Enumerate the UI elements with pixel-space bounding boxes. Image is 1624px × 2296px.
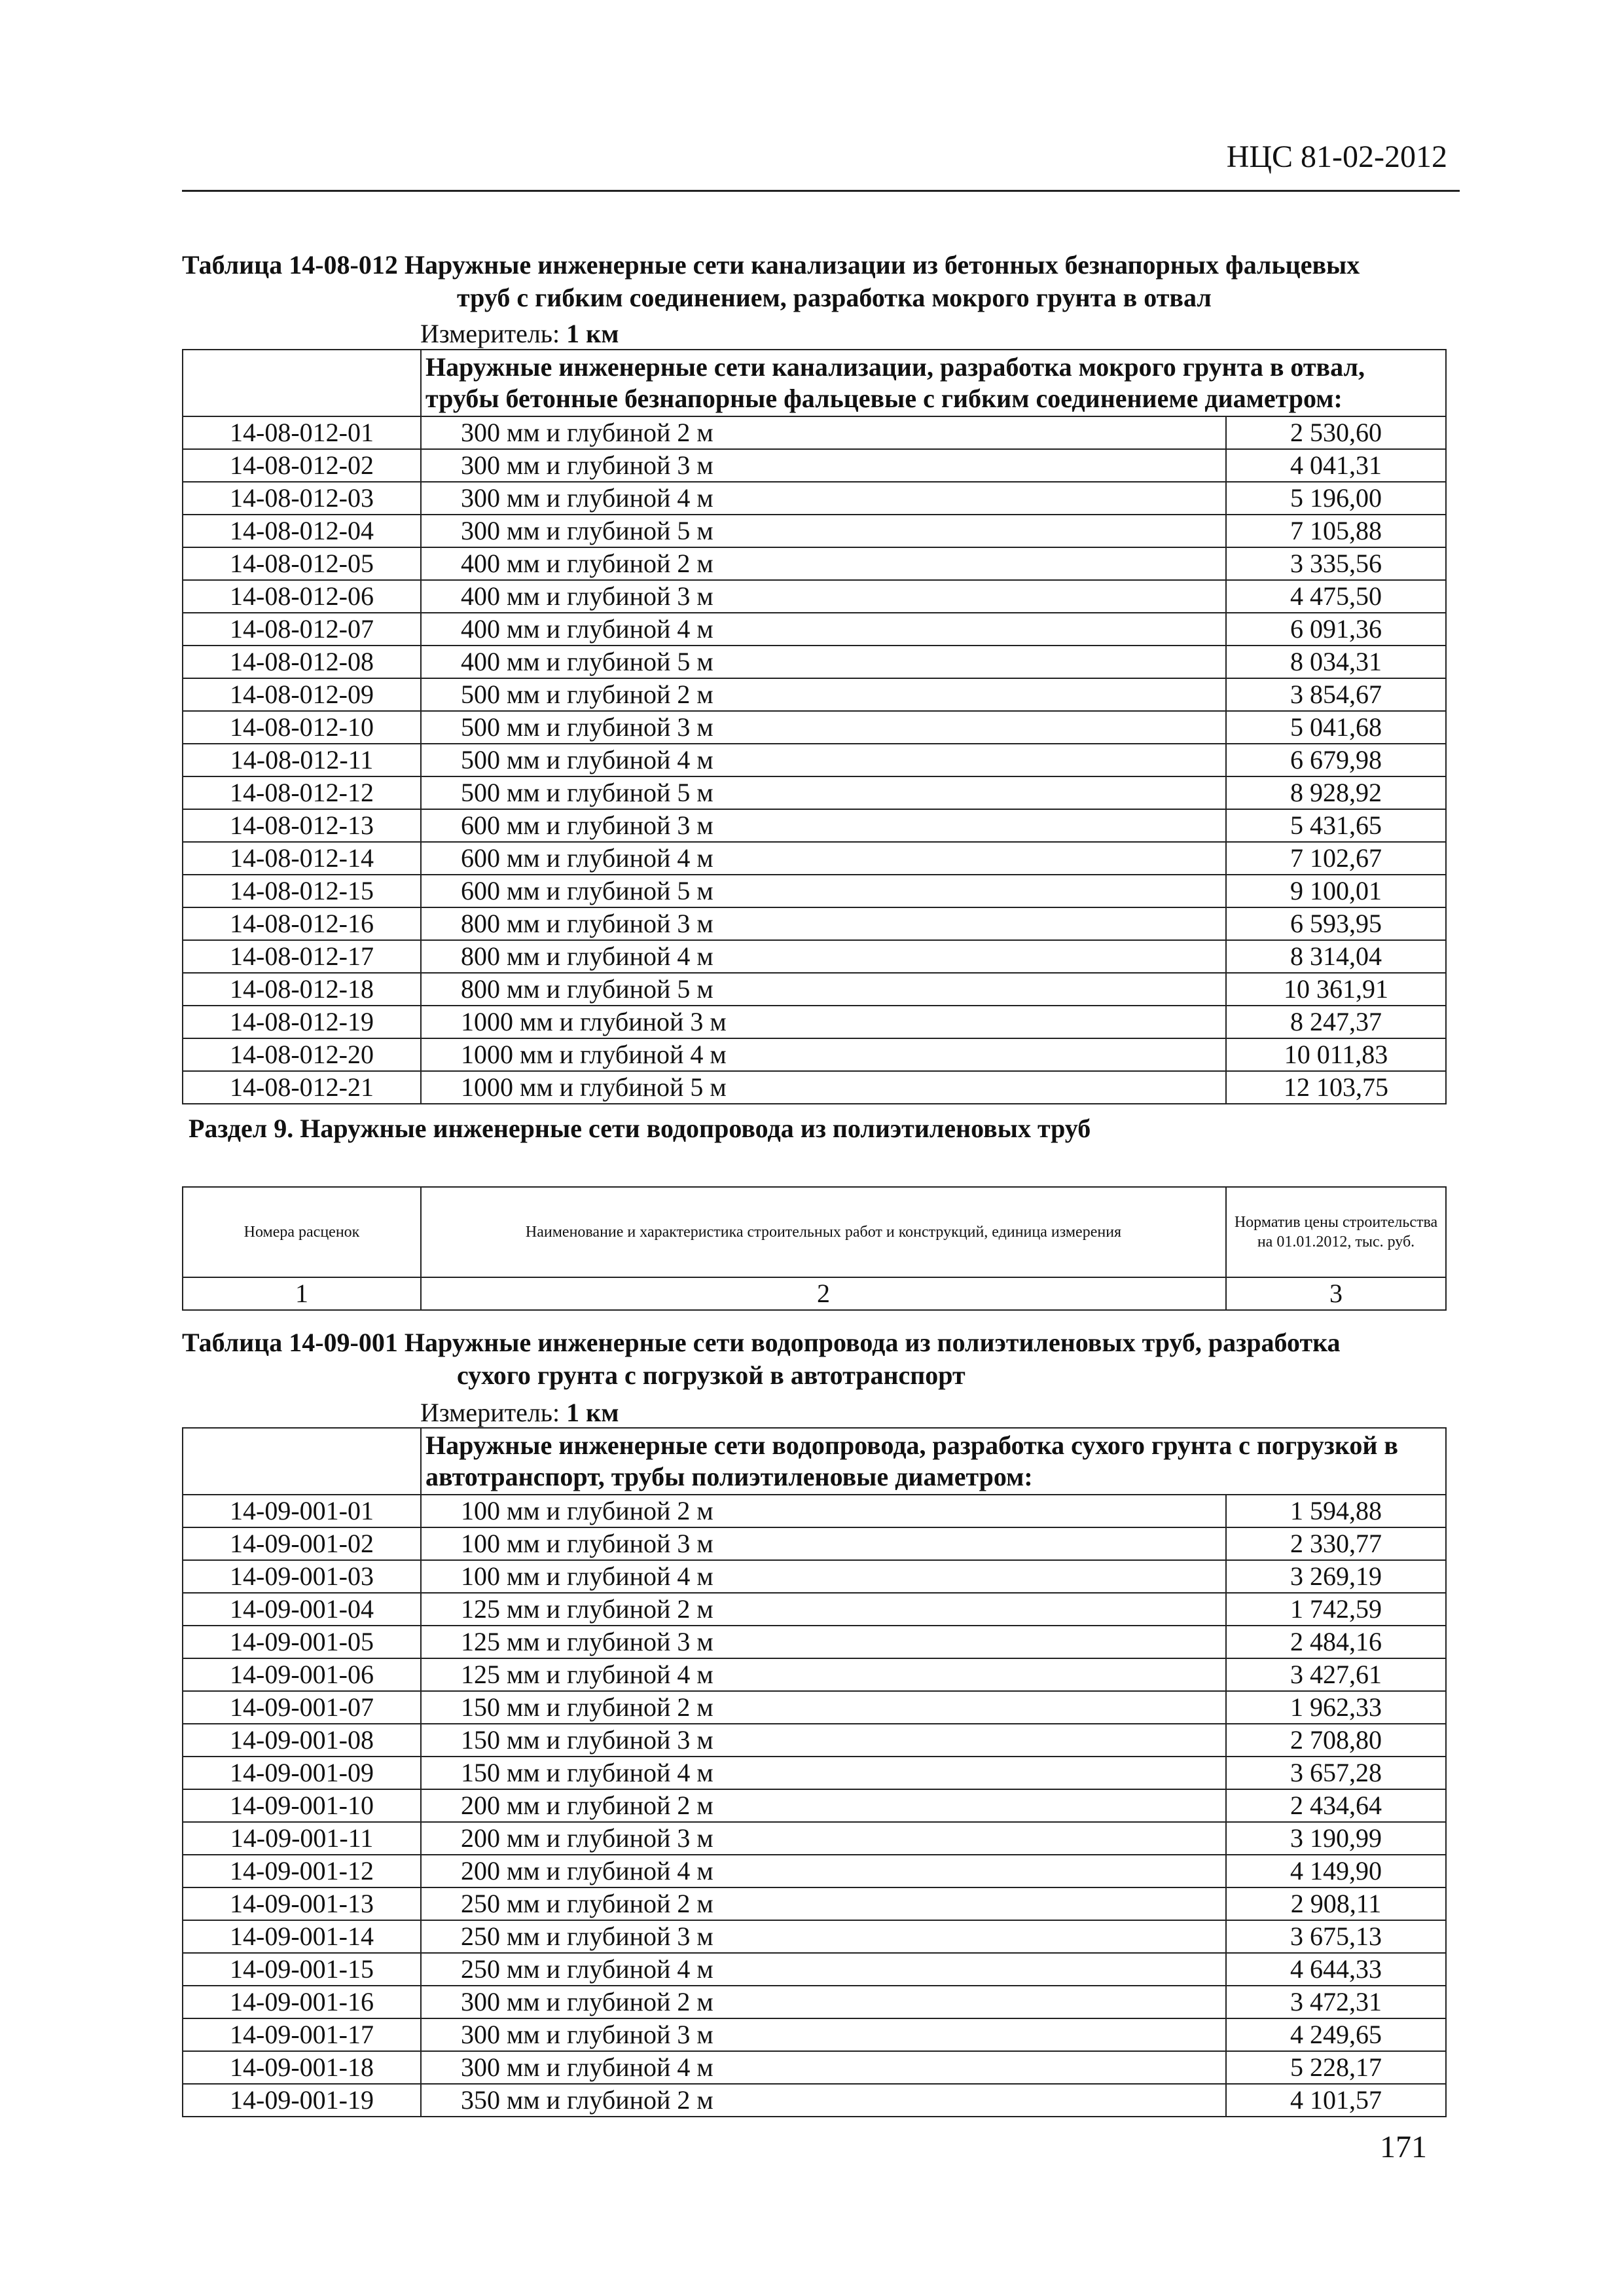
row-description: 400 мм и глубиной 5 м <box>421 646 1226 678</box>
row-description: 600 мм и глубиной 4 м <box>421 842 1226 875</box>
table-row <box>183 646 1446 678</box>
row-description: 150 мм и глубиной 4 м <box>421 1757 1226 1789</box>
row-price: 4 041,31 <box>1226 449 1446 482</box>
page-number: 171 <box>1380 2130 1427 2164</box>
row-description: 300 мм и глубиной 4 м <box>421 482 1226 515</box>
table1-unit-value: 1 км <box>566 319 619 348</box>
row-description: 250 мм и глубиной 2 м <box>421 1887 1226 1920</box>
table-row <box>183 1953 1446 1986</box>
row-code: 14-08-012-10 <box>183 711 421 744</box>
table-row <box>183 1822 1446 1855</box>
table-row <box>183 1527 1446 1560</box>
row-price: 1 962,33 <box>1226 1691 1446 1724</box>
table1-body <box>183 350 1446 1104</box>
column-header-codes: Номера расценок <box>183 1187 421 1277</box>
row-price: 3 190,99 <box>1226 1822 1446 1855</box>
row-description: 125 мм и глубиной 4 м <box>421 1658 1226 1691</box>
table1-title-line1: Таблица 14-08-012 Наружные инженерные сети канализации из бетонных безнапорных фальцевых <box>182 250 1360 280</box>
row-price: 2 484,16 <box>1226 1626 1446 1658</box>
row-description: 200 мм и глубиной 3 м <box>421 1822 1226 1855</box>
row-code: 14-09-001-02 <box>183 1527 421 1560</box>
row-description: 500 мм и глубиной 2 м <box>421 678 1226 711</box>
table-row <box>183 1038 1446 1071</box>
row-code: 14-08-012-14 <box>183 842 421 875</box>
table2 <box>182 1427 1447 2117</box>
row-description: 125 мм и глубиной 3 м <box>421 1626 1226 1658</box>
table-row <box>183 2051 1446 2084</box>
row-code: 14-08-012-15 <box>183 875 421 907</box>
table-row <box>183 809 1446 842</box>
table2-body <box>183 1428 1446 2117</box>
row-code: 14-09-001-11 <box>183 1822 421 1855</box>
table-row <box>183 1855 1446 1887</box>
row-price: 3 269,19 <box>1226 1560 1446 1593</box>
row-price: 10 361,91 <box>1226 973 1446 1006</box>
row-code: 14-09-001-18 <box>183 2051 421 2084</box>
row-code: 14-08-012-07 <box>183 613 421 646</box>
row-description: 800 мм и глубиной 3 м <box>421 907 1226 940</box>
row-price: 7 105,88 <box>1226 515 1446 547</box>
table1-unit <box>420 318 619 350</box>
row-description: 1000 мм и глубиной 4 м <box>421 1038 1226 1071</box>
column-header-row <box>183 1187 1446 1277</box>
row-code: 14-08-012-02 <box>183 449 421 482</box>
row-code: 14-08-012-20 <box>183 1038 421 1071</box>
row-code: 14-08-012-09 <box>183 678 421 711</box>
table-row <box>183 907 1446 940</box>
row-code: 14-08-012-18 <box>183 973 421 1006</box>
document-code: НЦС 81-02-2012 <box>1226 139 1447 174</box>
table-row <box>183 1626 1446 1658</box>
table2-title <box>182 1326 1460 1392</box>
table-row <box>183 842 1446 875</box>
table2-header-row <box>183 1428 1446 1495</box>
row-description: 1000 мм и глубиной 3 м <box>421 1006 1226 1038</box>
table-row <box>183 1593 1446 1626</box>
table-row <box>183 2018 1446 2051</box>
table1-title <box>182 249 1460 314</box>
table-row <box>183 711 1446 744</box>
column-number-row <box>183 1277 1446 1310</box>
table1-unit-label: Измеритель: <box>420 319 560 348</box>
row-code: 14-09-001-15 <box>183 1953 421 1986</box>
row-description: 600 мм и глубиной 5 м <box>421 875 1226 907</box>
table2-header-empty <box>183 1428 421 1495</box>
row-price: 5 228,17 <box>1226 2051 1446 2084</box>
row-code: 14-09-001-07 <box>183 1691 421 1724</box>
table-row <box>183 744 1446 776</box>
row-description: 600 мм и глубиной 3 м <box>421 809 1226 842</box>
row-description: 400 мм и глубиной 4 м <box>421 613 1226 646</box>
row-code: 14-08-012-17 <box>183 940 421 973</box>
row-price: 8 034,31 <box>1226 646 1446 678</box>
row-description: 100 мм и глубиной 2 м <box>421 1495 1226 1527</box>
table-row <box>183 1789 1446 1822</box>
table-row <box>183 482 1446 515</box>
row-price: 4 101,57 <box>1226 2084 1446 2117</box>
row-description: 300 мм и глубиной 5 м <box>421 515 1226 547</box>
column-number-3: 3 <box>1226 1277 1446 1310</box>
row-description: 300 мм и глубиной 2 м <box>421 416 1226 449</box>
row-description: 350 мм и глубиной 2 м <box>421 2084 1226 2117</box>
table-row <box>183 940 1446 973</box>
row-code: 14-09-001-16 <box>183 1986 421 2018</box>
table-row <box>183 1560 1446 1593</box>
table-row <box>183 1887 1446 1920</box>
row-code: 14-08-012-16 <box>183 907 421 940</box>
column-header-price: Норматив цены строительства на 01.01.2012, тыс. руб. <box>1226 1187 1446 1277</box>
row-code: 14-08-012-04 <box>183 515 421 547</box>
row-code: 14-09-001-09 <box>183 1757 421 1789</box>
row-code: 14-08-012-19 <box>183 1006 421 1038</box>
row-price: 5 431,65 <box>1226 809 1446 842</box>
row-price: 8 928,92 <box>1226 776 1446 809</box>
row-description: 500 мм и глубиной 5 м <box>421 776 1226 809</box>
row-code: 14-08-012-03 <box>183 482 421 515</box>
table-row <box>183 1757 1446 1789</box>
table-row <box>183 875 1446 907</box>
row-description: 150 мм и глубиной 2 м <box>421 1691 1226 1724</box>
row-code: 14-09-001-08 <box>183 1724 421 1757</box>
table-row <box>183 1691 1446 1724</box>
column-header-table <box>182 1186 1447 1311</box>
row-code: 14-08-012-01 <box>183 416 421 449</box>
row-description: 300 мм и глубиной 2 м <box>421 1986 1226 2018</box>
row-price: 3 657,28 <box>1226 1757 1446 1789</box>
row-price: 4 644,33 <box>1226 1953 1446 1986</box>
row-description: 400 мм и глубиной 3 м <box>421 580 1226 613</box>
row-price: 4 149,90 <box>1226 1855 1446 1887</box>
table2-unit <box>420 1397 619 1429</box>
row-description: 250 мм и глубиной 3 м <box>421 1920 1226 1953</box>
row-code: 14-08-012-21 <box>183 1071 421 1104</box>
row-code: 14-08-012-06 <box>183 580 421 613</box>
row-description: 500 мм и глубиной 3 м <box>421 711 1226 744</box>
row-price: 8 314,04 <box>1226 940 1446 973</box>
row-description: 300 мм и глубиной 3 м <box>421 2018 1226 2051</box>
row-description: 300 мм и глубиной 3 м <box>421 449 1226 482</box>
row-description: 500 мм и глубиной 4 м <box>421 744 1226 776</box>
row-code: 14-09-001-14 <box>183 1920 421 1953</box>
row-price: 10 011,83 <box>1226 1038 1446 1071</box>
row-code: 14-08-012-08 <box>183 646 421 678</box>
row-price: 3 675,13 <box>1226 1920 1446 1953</box>
table-row <box>183 416 1446 449</box>
row-code: 14-09-001-01 <box>183 1495 421 1527</box>
table-row <box>183 1495 1446 1527</box>
row-description: 400 мм и глубиной 2 м <box>421 547 1226 580</box>
table-row <box>183 580 1446 613</box>
table-row <box>183 678 1446 711</box>
row-description: 100 мм и глубиной 3 м <box>421 1527 1226 1560</box>
row-price: 7 102,67 <box>1226 842 1446 875</box>
row-price: 2 330,77 <box>1226 1527 1446 1560</box>
table-row <box>183 449 1446 482</box>
row-description: 1000 мм и глубиной 5 м <box>421 1071 1226 1104</box>
row-code: 14-09-001-03 <box>183 1560 421 1593</box>
row-price: 1 742,59 <box>1226 1593 1446 1626</box>
row-description: 200 мм и глубиной 4 м <box>421 1855 1226 1887</box>
row-price: 3 854,67 <box>1226 678 1446 711</box>
table1-header-text: Наружные инженерные сети канализации, разработка мокрого грунта в отвал, трубы бетонные безнапорные фальцевые с гибким соединениеме диаметром: <box>421 350 1446 416</box>
header-rule <box>182 190 1460 192</box>
row-price: 5 041,68 <box>1226 711 1446 744</box>
row-price: 1 594,88 <box>1226 1495 1446 1527</box>
row-description: 300 мм и глубиной 4 м <box>421 2051 1226 2084</box>
row-price: 12 103,75 <box>1226 1071 1446 1104</box>
table2-title-line1: Таблица 14-09-001 Наружные инженерные сети водопровода из полиэтиленовых труб, разработка <box>182 1328 1341 1357</box>
row-price: 2 434,64 <box>1226 1789 1446 1822</box>
table-row <box>183 1920 1446 1953</box>
table-row <box>183 1724 1446 1757</box>
row-price: 6 593,95 <box>1226 907 1446 940</box>
table2-title-line2: сухого грунта с погрузкой в автотранспорт <box>457 1360 965 1390</box>
row-code: 14-09-001-19 <box>183 2084 421 2117</box>
table-row <box>183 547 1446 580</box>
row-price: 8 247,37 <box>1226 1006 1446 1038</box>
row-price: 3 427,61 <box>1226 1658 1446 1691</box>
row-description: 800 мм и глубиной 5 м <box>421 973 1226 1006</box>
table-row <box>183 973 1446 1006</box>
row-description: 100 мм и глубиной 4 м <box>421 1560 1226 1593</box>
row-description: 200 мм и глубиной 2 м <box>421 1789 1226 1822</box>
table2-header-text: Наружные инженерные сети водопровода, разработка сухого грунта с погрузкой в автотранспорт, трубы полиэтиленовые диаметром: <box>421 1428 1446 1495</box>
row-price: 9 100,01 <box>1226 875 1446 907</box>
row-code: 14-09-001-05 <box>183 1626 421 1658</box>
table2-unit-value: 1 км <box>566 1398 619 1427</box>
column-header-description: Наименование и характеристика строительных работ и конструкций, единица измерения <box>421 1187 1226 1277</box>
table1-header-empty <box>183 350 421 416</box>
table-row <box>183 2084 1446 2117</box>
row-price: 2 708,80 <box>1226 1724 1446 1757</box>
row-price: 2 530,60 <box>1226 416 1446 449</box>
row-price: 3 472,31 <box>1226 1986 1446 2018</box>
row-code: 14-08-012-11 <box>183 744 421 776</box>
row-code: 14-08-012-13 <box>183 809 421 842</box>
row-description: 125 мм и глубиной 2 м <box>421 1593 1226 1626</box>
row-description: 150 мм и глубиной 3 м <box>421 1724 1226 1757</box>
column-number-2: 2 <box>421 1277 1226 1310</box>
row-code: 14-09-001-12 <box>183 1855 421 1887</box>
row-description: 800 мм и глубиной 4 м <box>421 940 1226 973</box>
row-price: 3 335,56 <box>1226 547 1446 580</box>
table2-unit-label: Измеритель: <box>420 1398 560 1427</box>
row-price: 4 249,65 <box>1226 2018 1446 2051</box>
row-code: 14-09-001-10 <box>183 1789 421 1822</box>
table1-title-line2: труб с гибким соединением, разработка мокрого грунта в отвал <box>457 283 1212 312</box>
table-row <box>183 613 1446 646</box>
row-price: 6 679,98 <box>1226 744 1446 776</box>
row-description: 250 мм и глубиной 4 м <box>421 1953 1226 1986</box>
row-code: 14-09-001-17 <box>183 2018 421 2051</box>
table1-header-row <box>183 350 1446 416</box>
table-row <box>183 776 1446 809</box>
row-code: 14-08-012-05 <box>183 547 421 580</box>
section-title: Раздел 9. Наружные инженерные сети водопровода из полиэтиленовых труб <box>189 1114 1091 1143</box>
row-price: 2 908,11 <box>1226 1887 1446 1920</box>
column-number-1: 1 <box>183 1277 421 1310</box>
table-row <box>183 1071 1446 1104</box>
row-price: 5 196,00 <box>1226 482 1446 515</box>
row-code: 14-09-001-13 <box>183 1887 421 1920</box>
row-code: 14-09-001-04 <box>183 1593 421 1626</box>
table-row <box>183 515 1446 547</box>
table1 <box>182 349 1447 1104</box>
row-price: 6 091,36 <box>1226 613 1446 646</box>
row-code: 14-09-001-06 <box>183 1658 421 1691</box>
row-code: 14-08-012-12 <box>183 776 421 809</box>
table-row <box>183 1658 1446 1691</box>
table-row <box>183 1986 1446 2018</box>
row-price: 4 475,50 <box>1226 580 1446 613</box>
table-row <box>183 1006 1446 1038</box>
